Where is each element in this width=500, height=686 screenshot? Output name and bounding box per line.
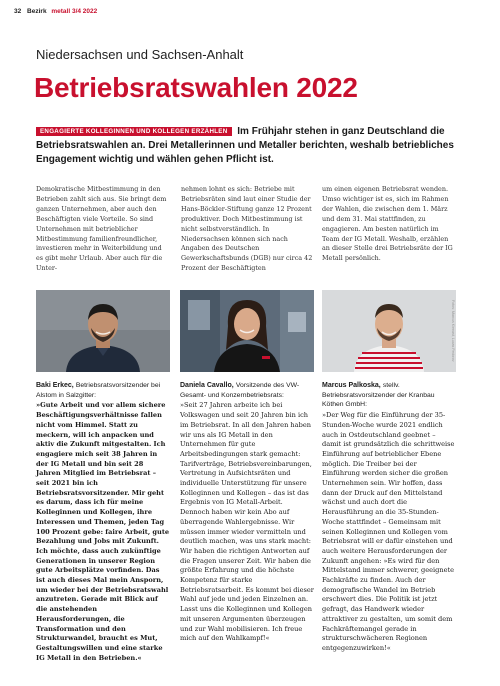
- intro-column-1: Demokratische Mitbestimmung in den Betrieben zahlt sich aus. Sie bringt dem ganzen Unternehmen, aber auch den Beschäftigten viele Vorteile. So sind Unternehmen mit betrieblicher Mitbestimmung familienfreundlicher, investieren mehr in Weiterbildung und es gibt mehr Urlaub. Aber auch für die Unter-: [36, 185, 167, 273]
- profile-quote: »Der Weg für die Einführung der 35-Stunden-Woche wurde 2021 endlich auch in Ostdeutschland geebnet – damit ist grundsätzlich die schrittweise Einführung auf betrieblicher Ebene möglich. Die Treiber bei der Einführung werden sicher die großen Unternehmen sein. Wir hoffen, dass dann der Druck auf den Mittelstand wächst und auch dort die Herausführung an die 35-Stunden-Woche stattfindet – Gemeinsam mit seinen Kolleginnen und Kollegen vom Betriebsrat will er dafür einstehen und auch weitere Herausforderungen der Zukunft angehen: »Es wird für den Mittelstand immer schwerer, geeignete Fachkräfte zu finden. Auch der demografische Wandel im Betrieb erschwert dies. Die Politik ist jetzt gefragt, das Handwerk wieder attraktiver zu gestalten, um somit dem Fachkräftemangel gerade in strukturschwächeren Regionen entgegenzuwirken!«: [322, 411, 455, 652]
- profile-role: Betriebsratsvorsitzender bei Alstom in Salzgitter:: [36, 382, 161, 399]
- portrait-erkec-image: [36, 290, 170, 372]
- portrait-photo-palkoska: [322, 290, 456, 372]
- portrait-photo-cavallo: [180, 290, 314, 372]
- portrait-cavallo-image: [180, 290, 314, 372]
- profile-name: Baki Erkec,: [36, 382, 74, 389]
- portrait-palkoska-image: [322, 290, 456, 372]
- page-number: 32: [14, 8, 22, 15]
- lead-text: Im Frühjahr stehen in ganz Deutschland die Betriebsratswahlen an. Drei Metallerinnen und Metaller berichten, weshalb betriebliches Engagement wichtig und wählen gehen Pflicht ist.: [36, 126, 454, 165]
- profile-role: Vorsitzende des VW-Gesamt- und Konzernbetriebsrats:: [180, 382, 300, 399]
- profile-cavallo: [180, 381, 314, 644]
- profile-quote: »Gute Arbeit und vor allem sichere Beschäftigungsverhältnisse fallen nicht vom Himmel. Statt zu meckern, will ich anpacken und aktiv die Zukunft mitgestalten. Ich engagiere mich seit 38 Jahren in der IG Metall und bin seit 28 Jahren Mitglied im Betriebsrat – seit 2021 bin ich Betriebsratsvorsitzender. Mir geht es darum, dass ich für meine Kolleginnen und Kollegen, ihre Interessen und Themen, jeden Tag 100 Prozent gebe: faire Arbeit, gute Bezahlung und Jobs mit Zukunft. Ich möchte, dass auch zukünftige Generationen in unserer Region gute Arbeitsplätze vorfinden. Das ist auch dieses Mal mein Ansporn, um wieder bei der Betriebsratswahl anzutreten. Gerade mit Blick auf die anstehenden Herausforderungen, die Transformation und den Strukturwandel, braucht es Mut, Gestaltungswillen und eine starke IG Metall in den Betrieben.«: [36, 401, 170, 662]
- section-label: Bezirk: [27, 8, 47, 15]
- profile-palkoska: [322, 381, 456, 654]
- magazine-issue: metall 3/4 2022: [51, 8, 98, 15]
- intro-column-3: um einen eigenen Betriebsrat wenden. Umso wichtiger ist es, sich im Rahmen der Wahlen, die zwischen dem 1. März und dem 31. Mai stattfinden, zu engagieren. Am besten natürlich im Team der IG Metall. Weshalb, erzählen an dieser Stelle drei Betriebsräte der IG Metall persönlich.: [322, 185, 453, 263]
- page-header: [14, 8, 97, 15]
- profile-name: Daniela Cavallo,: [180, 382, 234, 389]
- article-lead: [36, 125, 456, 167]
- article-title: Betriebsratswahlen 2022: [34, 72, 358, 103]
- profile-quote: »Seit 27 Jahren arbeite ich bei Volkswagen und seit 20 Jahren bin ich im Betriebsrat. In all den Jahren haben wir uns als IG Metall in den Unternehmen für gute Arbeitsbedingungen stark gemacht: Tarifverträge, Betriebsvereinbarungen, Vertretung in Aufsichtsräten und individuelle Unterstützung für unsere Kolleginnen und Kollegen – das ist das Ergebnis von IG Metall-Arbeit. Dennoch haben wir kein Abo auf überragende Wahlergebnisse. Wir müssen immer wieder vermitteln und deutlich machen, was uns stark macht: Wir haben die richtigen Antworten auf die Fragen unserer Zeit. Wir haben die größte Erfahrung und die höchste Kompetenz für starke Betriebsratsarbeit. Es kommt bei dieser Wahl auf jede und jeden Einzelnen an. Lasst uns die Kolleginnen und Kollegen mit unseren Argumenten überzeugen und zur Wahl mobilisieren. Ich freue mich auf den Wahlkampf!«: [180, 401, 314, 643]
- photo-credit: Fotos: Marcus Kienast, Lucas Fedorov: [451, 300, 455, 362]
- profile-name: Marcus Palkoska,: [322, 382, 381, 389]
- profile-role: stellv. Betriebsratsvorsitzender der Kranbau Köthen GmbH:: [322, 382, 435, 409]
- intro-column-2: nehmen lohnt es sich: Betriebe mit Betriebsräten sind laut einer Studie der Hans-Böckler-Stiftung ganze 12 Prozent produktiver. Doch Mitbestimmung ist nicht selbstverständlich. In Niedersachsen können sich nach Angaben des Deutschen Gewerkschaftsbunds (DGB) nur circa 42 Prozent der Beschäftigten: [181, 185, 313, 273]
- article-kicker: Niedersachsen und Sachsen-Anhalt: [36, 47, 244, 62]
- portrait-photo-erkec: [36, 290, 170, 372]
- lead-tag: ENGAGIERTE KOLLEGINNEN UND KOLLEGEN ERZÄHLEN: [36, 127, 232, 136]
- profile-erkec: [36, 381, 170, 663]
